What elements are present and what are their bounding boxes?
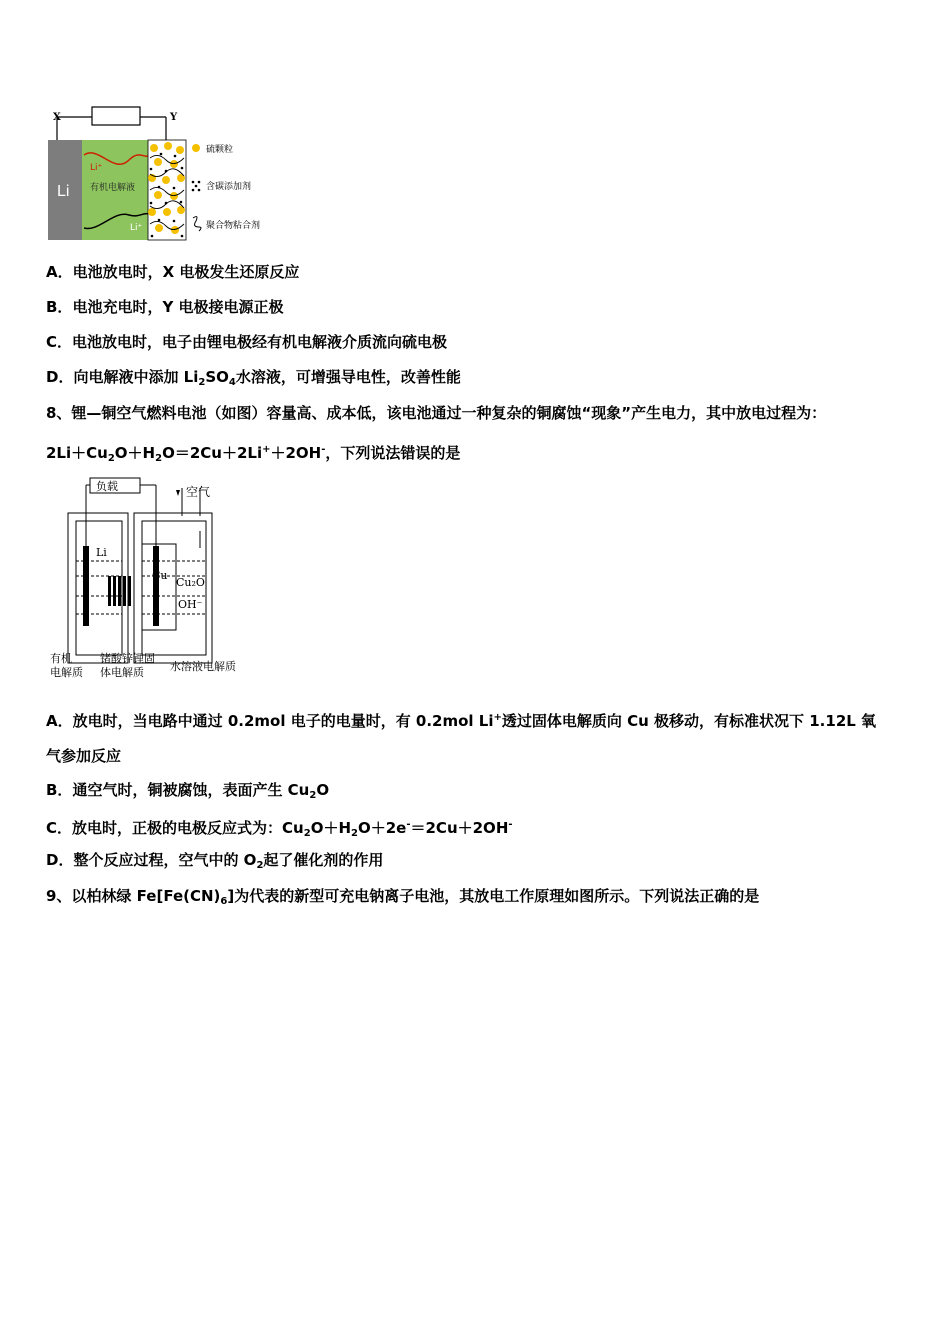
solid-electrolyte-label-1: 锗酸锌锂固 [100, 652, 155, 665]
stem-text: 9、以柏林绿 Fe[Fe(CN) [46, 887, 221, 905]
q7-option-a [46, 262, 299, 282]
electrolyte-label: 有机电解液 [90, 183, 136, 193]
subscript: 6 [220, 896, 228, 907]
subscript: 2 [351, 828, 358, 839]
air-label: 空气 [186, 485, 211, 499]
option-text: 水溶液，可增强导电性，改善性能 [235, 368, 461, 386]
q8-option-a-line2: 气参加反应 [46, 747, 122, 765]
option-text: ＝2Cu＋2OH [410, 819, 509, 837]
option-letter: D． [46, 851, 74, 869]
lithium-electrode [83, 546, 89, 626]
option-letter: B． [46, 781, 73, 799]
subscript: 2 [198, 377, 206, 388]
anode-label: Li [57, 183, 70, 200]
option-letter: B． [46, 298, 73, 316]
equation-text: ＋2OH [270, 444, 322, 462]
option-text: 透过固体电解质向 Cu 极移动，有标准状况下 1.12L 氧 [501, 712, 877, 730]
equation-text: ，下列说法错误的是 [325, 444, 461, 462]
q8-option-c [46, 815, 513, 844]
q8-option-d [46, 850, 383, 876]
lithium-copper-air-cell-figure [46, 476, 258, 682]
q8-stem-equation [46, 440, 460, 469]
equation-text: O＝2Cu＋2Li [162, 444, 263, 462]
stem-text: ]为代表的新型可充电钠离子电池，其放电工作原理如图所示。下列说法正确的是 [227, 887, 760, 905]
copper-electrode [153, 546, 159, 626]
subscript: 2 [107, 453, 115, 464]
legend-sulfur-label: 硫颗粒 [206, 145, 234, 155]
legend-polymer-swatch [193, 217, 201, 231]
cu2o-label: Cu₂O [176, 576, 205, 589]
electrode-y-label: Y [170, 112, 178, 123]
load-label: 负载 [96, 480, 118, 493]
legend-carbon-swatch [192, 181, 201, 192]
legend-sulfur-swatch [192, 144, 200, 152]
superscript: + [262, 444, 271, 455]
subscript: 2 [155, 453, 163, 464]
sulfur-cathode [148, 140, 186, 240]
subscript: 2 [303, 828, 311, 839]
option-text: 整个反应过程，空气中的 O [73, 851, 257, 869]
equation-text: 2Li＋Cu [46, 444, 108, 462]
option-text: 电池充电时，Y 电极接电源正极 [72, 298, 284, 316]
superscript: - [508, 819, 513, 830]
q7-option-b [46, 297, 284, 317]
option-letter: A． [46, 263, 73, 281]
option-text: 电池放电时，电子由锂电极经有机电解液介质流向硫电极 [72, 333, 448, 351]
ion-label-bottom: Li⁺ [130, 223, 143, 233]
lithium-sulfur-battery-figure [44, 100, 284, 245]
option-letter: D． [46, 368, 74, 386]
option-letter: C． [46, 333, 73, 351]
legend-polymer-label: 聚合物粘合剂 [206, 221, 261, 231]
solid-electrolyte-label-2: 体电解质 [100, 666, 144, 679]
option-text: SO [205, 368, 229, 386]
q7-option-d [46, 367, 461, 393]
subscript: 2 [256, 860, 264, 871]
organic-electrolyte-label-2: 电解质 [50, 666, 83, 679]
option-text: 向电解液中添加 Li [73, 368, 199, 386]
option-text: O＋H [310, 819, 351, 837]
legend-carbon-label: 含碳添加剂 [206, 182, 252, 192]
subscript: 2 [309, 790, 317, 801]
superscript: - [321, 444, 326, 455]
option-text: 放电时，正极的电极反应式为：Cu [72, 819, 304, 837]
electrode-x-label: X [53, 112, 61, 123]
option-text: 放电时，当电路中通过 0.2mol 电子的电量时，有 0.2mol Li [72, 712, 494, 730]
superscript: + [493, 712, 502, 723]
q7-option-c [46, 332, 447, 352]
option-text: 通空气时，铜被腐蚀，表面产生 Cu [72, 781, 310, 799]
q8-option-b [46, 780, 329, 806]
aqueous-electrolyte-label: 水溶液电解质 [170, 660, 236, 673]
cu-label: Cu [152, 569, 168, 582]
li-label: Li [96, 546, 107, 559]
option-letter: C． [46, 819, 73, 837]
option-text: 起了催化剂的作用 [263, 851, 384, 869]
option-text: O [316, 781, 330, 799]
q8-option-a [46, 708, 876, 731]
q9-stem [46, 886, 759, 912]
superscript: - [406, 819, 411, 830]
organic-electrolyte-label-1: 有机 [50, 652, 72, 665]
equation-text: O＋H [114, 444, 156, 462]
option-text: 电池放电时，X 电极发生还原反应 [72, 263, 300, 281]
subscript: 4 [228, 377, 236, 388]
oh-label: OH⁻ [178, 598, 203, 611]
q8-stem-line1: 8、锂—铜空气燃料电池（如图）容量高、成本低，该电池通过一种复杂的铜腐蚀“现象”产生电力，其中放电过程为： [46, 404, 827, 422]
ion-label-top: Li⁺ [90, 163, 103, 173]
option-text: O＋2e [357, 819, 407, 837]
option-letter: A． [46, 712, 73, 730]
